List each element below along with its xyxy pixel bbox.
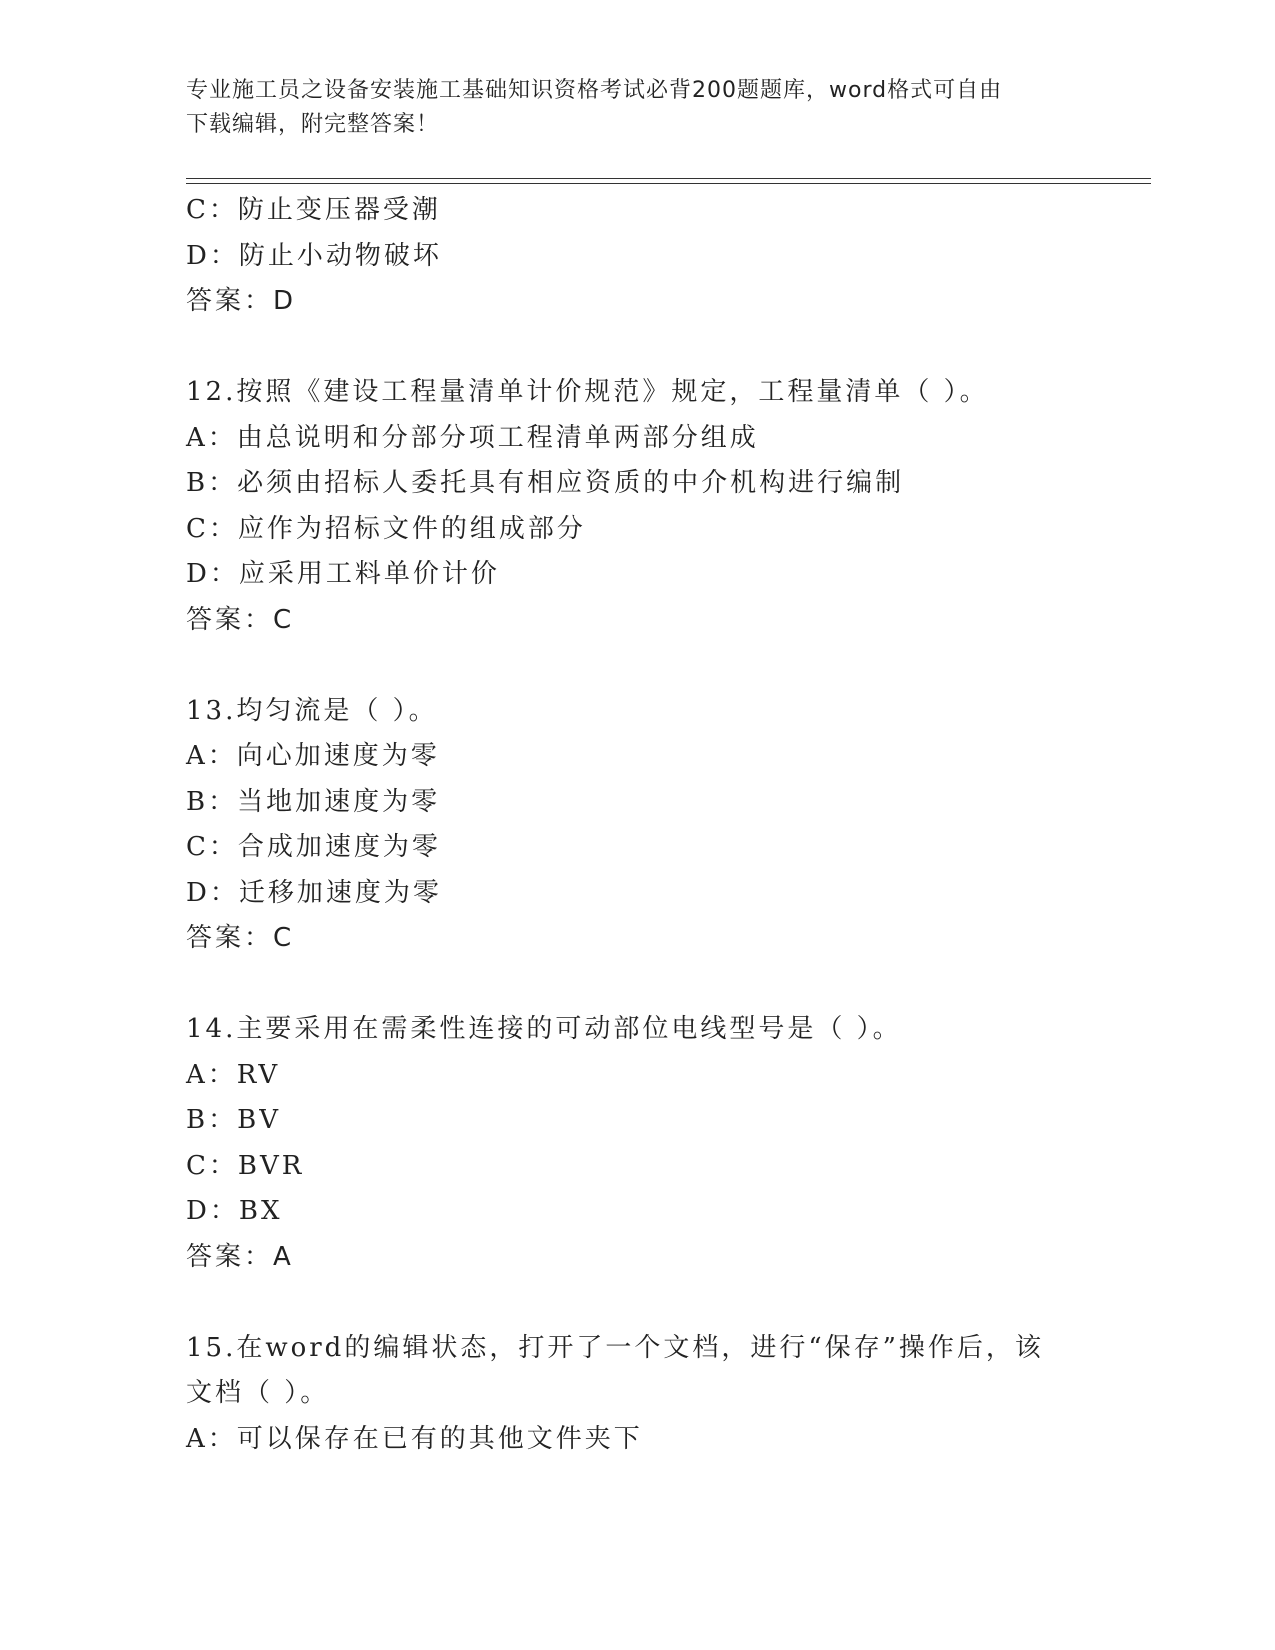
option-d: D：防止小动物破坏 bbox=[186, 240, 442, 271]
document-body bbox=[186, 188, 1151, 1462]
option-d: D：BX bbox=[186, 1196, 283, 1226]
header-line-2: 下载编辑，附完整答案！ bbox=[186, 112, 440, 137]
spacer bbox=[186, 325, 1151, 371]
answer-line: 答案：C bbox=[186, 923, 295, 953]
question-13 bbox=[186, 689, 1151, 962]
header-divider-bottom bbox=[186, 183, 1151, 184]
answer-line: 答案：C bbox=[186, 604, 295, 635]
document-header bbox=[186, 74, 1086, 142]
header-line-1: 专业施工员之设备安装施工基础知识资格考试必背200题题库，word格式可自由 bbox=[186, 78, 1003, 103]
option-c: C：应作为招标文件的组成部分 bbox=[186, 513, 586, 544]
question-stem: 14.主要采用在需柔性连接的可动部位电线型号是（ ）。 bbox=[186, 1014, 902, 1044]
question-stem: 13.均匀流是（ ）。 bbox=[186, 695, 438, 726]
option-b: B：必须由招标人委托具有相应资质的中介机构进行编制 bbox=[186, 468, 905, 498]
spacer bbox=[186, 643, 1151, 689]
option-a: A：RV bbox=[186, 1059, 281, 1090]
option-b: B：BV bbox=[186, 1105, 281, 1135]
option-c: C：BVR bbox=[186, 1150, 305, 1181]
option-b: B：当地加速度为零 bbox=[186, 786, 441, 817]
option-a: A：由总说明和分部分项工程清单两部分组成 bbox=[186, 422, 759, 453]
answer-line: 答案：D bbox=[186, 286, 297, 316]
spacer bbox=[186, 1280, 1151, 1326]
question-stem: 15.在word的编辑状态，打开了一个文档，进行“保存”操作后，该 bbox=[186, 1332, 1044, 1363]
option-d: D：应采用工料单价计价 bbox=[186, 559, 500, 589]
spacer bbox=[186, 962, 1151, 1008]
question-12 bbox=[186, 370, 1151, 643]
question-stem-continued: 文档（ ）。 bbox=[186, 1378, 330, 1408]
carryover-question bbox=[186, 188, 1151, 325]
answer-line: 答案：A bbox=[186, 1241, 294, 1272]
option-d: D：迁移加速度为零 bbox=[186, 877, 442, 908]
question-15 bbox=[186, 1326, 1151, 1463]
question-14 bbox=[186, 1007, 1151, 1280]
question-stem: 12.按照《建设工程量清单计价规范》规定，工程量清单（ ）。 bbox=[186, 377, 989, 407]
option-a: A：向心加速度为零 bbox=[186, 741, 440, 771]
option-c: C：防止变压器受潮 bbox=[186, 195, 441, 225]
option-a: A：可以保存在已有的其他文件夹下 bbox=[186, 1423, 643, 1454]
option-c: C：合成加速度为零 bbox=[186, 832, 441, 862]
header-divider-top bbox=[186, 178, 1151, 179]
